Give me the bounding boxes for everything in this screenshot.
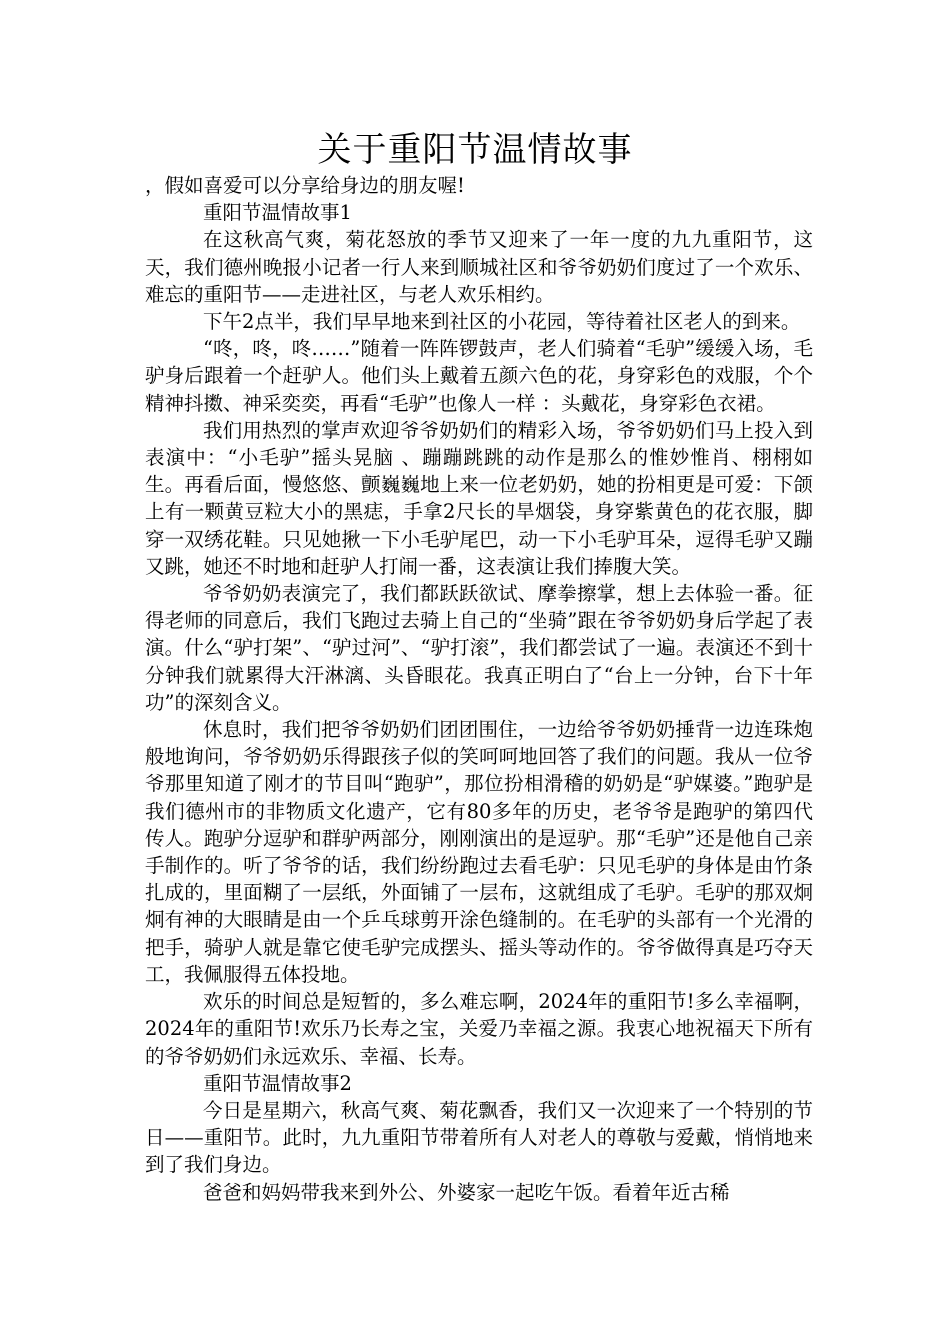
paragraph: 我们用热烈的掌声欢迎爷爷奶奶们的精彩入场，爷爷奶奶们马上投入到表演中：“小毛驴”摇头晃脑 、蹦蹦跳跳的动作是那么的惟妙惟肖、栩栩如生。再看后面，慢悠悠、颤巍巍地上来一位老奶奶，她的扮相更是可爱：下颌上有一颗黄豆粒大小的黑痣，手拿2尺长的旱烟袋，身穿紫黄色的花衣服，脚穿一双绣花鞋。只见她揪一下小毛驴尾巴，动一下小毛驴耳朵，逗得毛驴又蹦又跳，她还不时地和赶驴人打闹一番，这表演让我们捧腹大笑。: [145, 418, 813, 578]
paragraph: ，假如喜爱可以分享给身边的朋友喔!: [145, 174, 465, 197]
paragraph: 重阳节温情故事2: [203, 1071, 352, 1095]
paragraph: 爷爷奶奶表演完了，我们都跃跃欲试、摩拳擦掌，想上去体验一番。征得老师的同意后，我们飞跑过去骑上自己的“坐骑”跟在爷爷奶奶身后学起了表演。什么“驴打架”、“驴过河”、“驴打滚”，我们都尝试了一遍。表演还不到十分钟我们就累得大汗淋漓、头昏眼花。我真正明白了“台上一分钟，台下十年功”的深刻含义。: [145, 582, 813, 714]
paragraph: 休息时，我们把爷爷奶奶们团团围住，一边给爷爷奶奶捶背一边连珠炮般地询问，爷爷奶奶乐得跟孩子似的笑呵呵地回答了我们的问题。我从一位爷爷那里知道了刚才的节目叫“跑驴”，那位扮相滑稽的奶奶是“驴媒婆。”跑驴是我们德州市的非物质文化遗产，它有80多年的历史，老爷爷是跑驴的第四代传人。跑驴分逗驴和群驴两部分，刚刚演出的是逗驴。那“毛驴”还是他自己亲手制作的。听了爷爷的话，我们纷纷跑过去看毛驴：只见毛驴的身体是由竹条扎成的，里面糊了一层纸，外面铺了一层布，这就组成了毛驴。毛驴的那双炯炯有神的大眼睛是由一个乒乓球剪开涂色缝制的。在毛驴的头部有一个光滑的把手，骑驴人就是靠它使毛驴完成摆头、摇头等动作的。爷爷做得真是巧夺天工，我佩服得五体投地。: [145, 718, 813, 986]
paragraph: 欢乐的时间总是短暂的，多么难忘啊，2024年的重阳节!多么幸福啊，2024年的重阳节!欢乐乃长寿之宝，关爱乃幸福之源。我衷心地祝福天下所有的爷爷奶奶们永远欢乐、幸福、长寿。: [145, 990, 813, 1068]
paragraph: 今日是星期六，秋高气爽、菊花飘香，我们又一次迎来了一个特别的节日——重阳节。此时，九九重阳节带着所有人对老人的尊敬与爱戴，悄悄地来到了我们身边。: [145, 1098, 813, 1177]
paragraph: 在这秋高气爽，菊花怒放的季节又迎来了一年一度的九九重阳节，这天，我们德州晚报小记者一行人来到顺城社区和爷爷奶奶们度过了一个欢乐、难忘的重阳节——走进社区，与老人欢乐相约。: [145, 228, 813, 306]
paragraph: 爸爸和妈妈带我来到外公、外婆家一起吃午饭。看着年近古稀: [203, 1180, 730, 1204]
paragraph: 下午2点半，我们早早地来到社区的小花园，等待着社区老人的到来。: [203, 310, 801, 334]
document-body: [145, 172, 813, 1206]
paragraph: “咚，咚，咚……”随着一阵阵锣鼓声，老人们骑着“毛驴”缓缓入场，毛驴身后跟着一个赶驴人。他们头上戴着五颜六色的花，身穿彩色的戏服，个个精神抖擞、神采奕奕，再看“毛驴”也像人一样 ：头戴花，身穿彩色衣裙。: [145, 337, 813, 415]
paragraph: 重阳节温情故事1: [203, 201, 352, 225]
document-title: 关于重阳节温情故事: [317, 130, 633, 170]
